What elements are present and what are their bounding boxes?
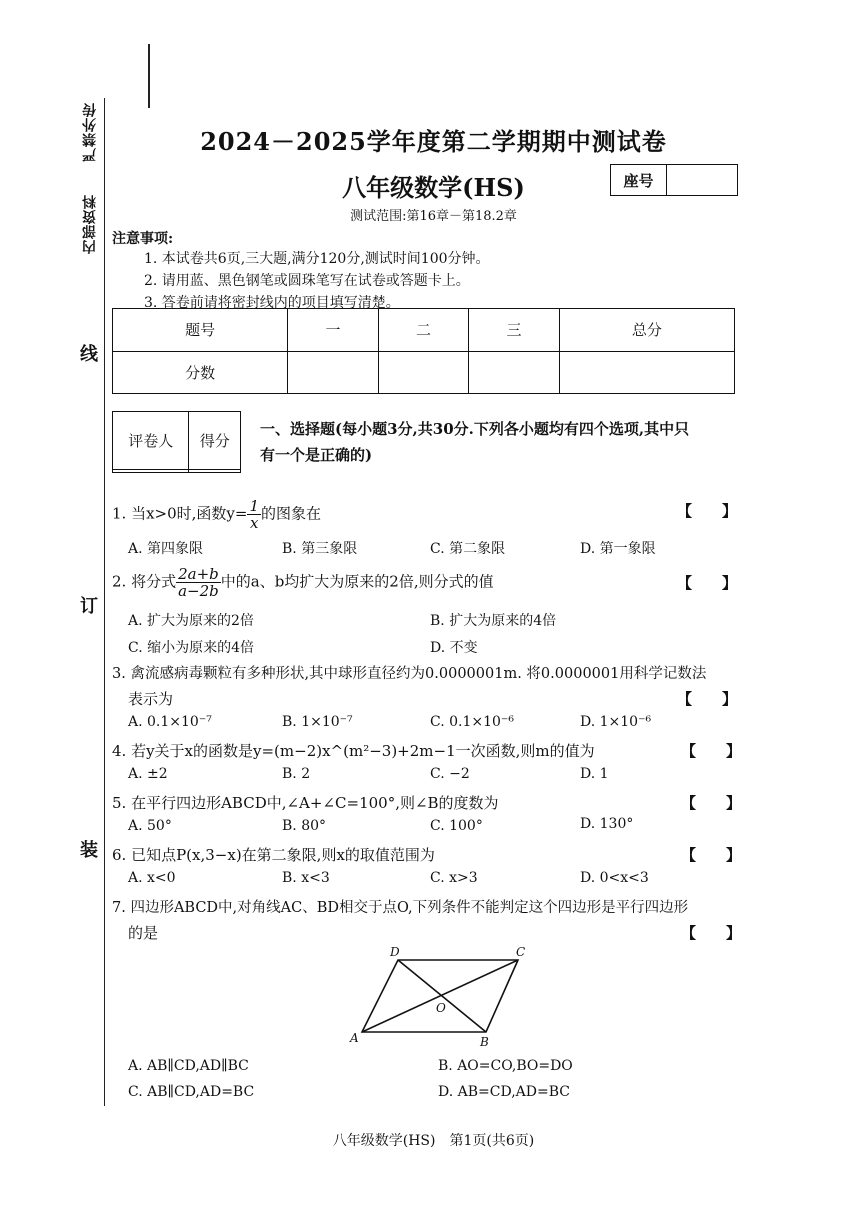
notice-item: 3. 答卷前请将密封线内的项目填写清楚。 bbox=[144, 295, 400, 311]
option: D. 不变 bbox=[430, 640, 478, 656]
margin-line-char: 线 bbox=[80, 344, 98, 365]
reviewer-label: 评卷人 bbox=[113, 412, 189, 470]
fraction-denominator: a−2b bbox=[178, 582, 219, 600]
score-label: 得分 bbox=[189, 412, 241, 470]
exam-subtitle: 八年级数学(HS) bbox=[342, 173, 525, 202]
answer-bracket[interactable]: 【 】 bbox=[681, 846, 742, 864]
margin-order-char: 订 bbox=[80, 596, 98, 617]
answer-bracket[interactable]: 【 】 bbox=[681, 794, 742, 812]
option: C. 第二象限 bbox=[430, 541, 506, 557]
question-text: 的图象在 bbox=[261, 504, 322, 523]
option: C. −2 bbox=[430, 766, 470, 782]
option: B. 扩大为原来的4倍 bbox=[430, 613, 557, 629]
answer-bracket[interactable]: 【 】 bbox=[677, 690, 738, 708]
option: C. 100° bbox=[430, 818, 483, 834]
answer-bracket[interactable]: 【 】 bbox=[677, 502, 738, 520]
fraction-numerator: 1 bbox=[249, 497, 260, 515]
section-1-heading-line: 有一个是正确的) bbox=[260, 446, 373, 464]
answer-bracket[interactable]: 【 】 bbox=[677, 574, 738, 592]
question-4-stem: 4. 若y关于x的函数是y=(m−2)x^(m²−3)+2m−1一次函数,则m的值为 bbox=[112, 742, 595, 760]
option: C. AB∥CD,AD=BC bbox=[128, 1084, 255, 1100]
question-6-stem: 6. 已知点P(x,3−x)在第二象限,则x的取值范围为 bbox=[112, 846, 435, 864]
question-3-stem: 3. 禽流感病毒颗粒有多种形状,其中球形直径约为0.0000001m. 将0.0000001用科学记数法 bbox=[112, 666, 707, 682]
option: D. 第一象限 bbox=[580, 541, 656, 557]
option: C. 缩小为原来的4倍 bbox=[128, 640, 255, 656]
vertex-label-c: C bbox=[516, 945, 526, 959]
option: A. 0.1×10⁻⁷ bbox=[128, 714, 212, 730]
vertex-label-d: D bbox=[390, 945, 400, 959]
notice-item: 2. 请用蓝、黑色钢笔或圆珠笔写在试卷或答题卡上。 bbox=[144, 273, 470, 289]
internal-label: 内部资料 bbox=[82, 194, 98, 254]
score-cell[interactable] bbox=[288, 351, 378, 394]
vertex-label-a: A bbox=[350, 1031, 359, 1045]
seat-input[interactable] bbox=[667, 165, 737, 195]
notice-item: 1. 本试卷共6页,三大题,满分120分,测试时间100分钟。 bbox=[144, 251, 490, 267]
exam-title: 2024－2025学年度第二学期期中测试卷 bbox=[200, 127, 667, 156]
margin-bind-char: 装 bbox=[80, 840, 98, 861]
parallelogram-figure bbox=[340, 940, 540, 1052]
fraction-numerator: 2a+b bbox=[178, 565, 219, 583]
option: B. 2 bbox=[282, 766, 311, 782]
option: B. 1×10⁻⁷ bbox=[282, 714, 353, 730]
diagonal-ac bbox=[362, 960, 518, 1032]
option: A. 第四象限 bbox=[128, 541, 204, 557]
score-row-label: 分数 bbox=[113, 351, 288, 394]
fraction-denominator: x bbox=[250, 514, 259, 532]
question-text: 2. 将分式 bbox=[112, 572, 177, 591]
option: C. x>3 bbox=[430, 870, 478, 886]
score-cell[interactable] bbox=[378, 351, 468, 394]
option: D. 0<x<3 bbox=[580, 870, 649, 886]
option: D. 130° bbox=[580, 816, 634, 832]
option: B. 80° bbox=[282, 818, 327, 834]
option: C. 0.1×10⁻⁶ bbox=[430, 714, 514, 730]
option: B. x<3 bbox=[282, 870, 330, 886]
answer-bracket[interactable]: 【 】 bbox=[681, 924, 742, 942]
option: B. AO=CO,BO=DO bbox=[438, 1058, 573, 1074]
option: D. 1×10⁻⁶ bbox=[580, 714, 652, 730]
seat-label: 座号 bbox=[611, 165, 667, 195]
grader-table bbox=[112, 411, 241, 473]
grader-score-cell[interactable] bbox=[189, 470, 241, 473]
question-7-stem-cont: 的是 bbox=[128, 924, 159, 942]
binding-line bbox=[104, 98, 105, 1106]
question-7-stem: 7. 四边形ABCD中,对角线AC、BD相交于点O,下列条件不能判定这个四边形是平行四边形 bbox=[112, 900, 689, 916]
score-table bbox=[112, 308, 735, 394]
seat-number-box[interactable] bbox=[610, 164, 738, 196]
section-1-heading-line: 一、选择题(每小题3分,共30分.下列各小题均有四个选项,其中只 bbox=[260, 420, 690, 438]
test-range: 测试范围:第16章－第18.2章 bbox=[350, 209, 517, 224]
confidential-label: 严禁外传 bbox=[82, 102, 98, 162]
question-3-stem-cont: 表示为 bbox=[128, 690, 174, 708]
binding-mark bbox=[148, 44, 150, 108]
score-header: 三 bbox=[469, 309, 559, 352]
question-text: 1. 当x>0时,函数y= bbox=[112, 504, 248, 523]
score-header: 一 bbox=[288, 309, 378, 352]
question-5-stem: 5. 在平行四边形ABCD中,∠A+∠C=100°,则∠B的度数为 bbox=[112, 794, 499, 812]
option: A. 扩大为原来的2倍 bbox=[128, 613, 254, 629]
answer-bracket[interactable]: 【 】 bbox=[681, 742, 742, 760]
score-header: 二 bbox=[378, 309, 468, 352]
score-header: 题号 bbox=[113, 309, 288, 352]
page-footer: 八年级数学(HS) 第1页(共6页) bbox=[332, 1133, 535, 1149]
option: B. 第三象限 bbox=[282, 541, 358, 557]
diagonal-bd bbox=[398, 960, 486, 1032]
score-cell[interactable] bbox=[469, 351, 559, 394]
option: D. AB=CD,AD=BC bbox=[438, 1084, 570, 1100]
center-label-o: O bbox=[436, 1001, 446, 1015]
option: A. x<0 bbox=[128, 870, 176, 886]
vertex-label-b: B bbox=[480, 1035, 489, 1049]
fraction bbox=[247, 498, 261, 531]
question-2-stem bbox=[112, 566, 494, 599]
question-1-stem bbox=[112, 498, 321, 531]
reviewer-cell[interactable] bbox=[113, 470, 189, 473]
option: A. 50° bbox=[128, 818, 172, 834]
option: A. AB∥CD,AD∥BC bbox=[128, 1058, 249, 1074]
question-text: 中的a、b均扩大为原来的2倍,则分式的值 bbox=[220, 572, 494, 591]
section-1-heading bbox=[260, 416, 738, 468]
score-header: 总分 bbox=[559, 309, 734, 352]
fraction bbox=[176, 566, 221, 599]
option: A. ±2 bbox=[128, 766, 168, 782]
score-cell[interactable] bbox=[559, 351, 734, 394]
notice-heading: 注意事项: bbox=[112, 231, 174, 247]
option: D. 1 bbox=[580, 766, 609, 782]
